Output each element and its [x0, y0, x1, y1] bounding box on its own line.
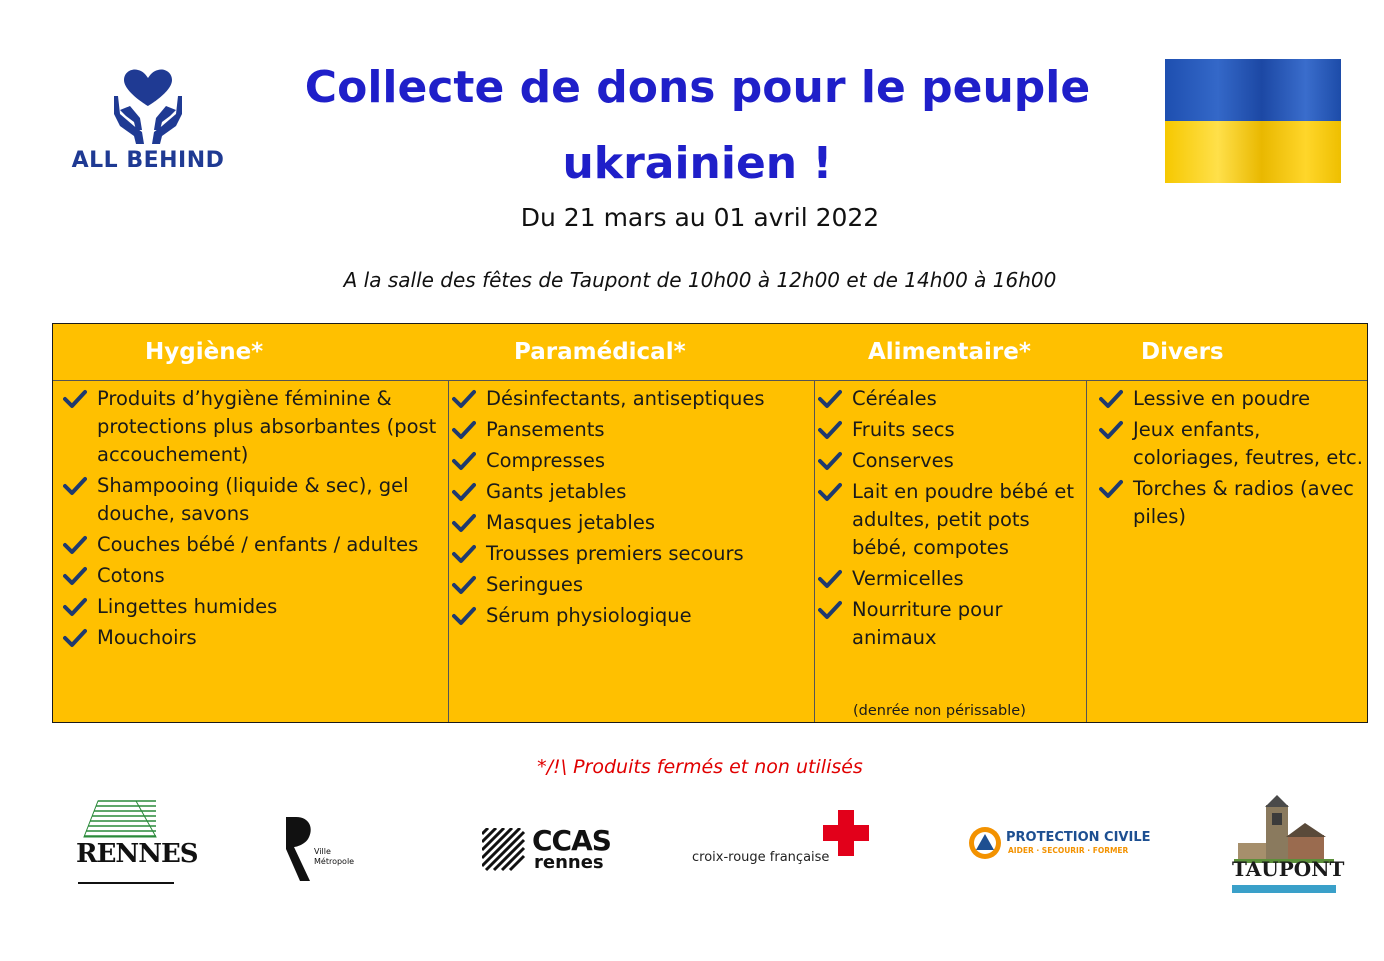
- title-line-1: Collecte de dons pour le peuple: [304, 62, 1091, 113]
- list-item-text: Lessive en poudre: [1133, 387, 1311, 410]
- list-item-text: Céréales: [852, 387, 937, 410]
- list-item: [452, 478, 807, 506]
- list-item-text: Sérum physiologique: [486, 604, 692, 627]
- list-item: [452, 447, 807, 475]
- brand-name: ALL BEHIND: [71, 148, 225, 173]
- checkmark-icon: [452, 602, 476, 630]
- list-item: [1099, 475, 1365, 531]
- protection-civile-icon: [968, 826, 1002, 860]
- checkmark-icon: [63, 624, 87, 652]
- rennes-logo: [76, 797, 198, 887]
- page-title: [290, 50, 1105, 202]
- list-item-text: Torches & radios (avec piles): [1133, 477, 1354, 528]
- list-item: [452, 571, 807, 599]
- list-item-text: Jeux enfants, coloriages, feutres, etc.: [1133, 418, 1363, 469]
- checkmark-icon: [63, 385, 87, 413]
- checkmark-icon: [452, 385, 476, 413]
- column-paramedical: [452, 385, 807, 722]
- checkmark-icon: [452, 478, 476, 506]
- list-item-text: Conserves: [852, 449, 954, 472]
- croix-rouge-logo: [690, 808, 875, 870]
- title-line-2: ukrainien !: [562, 138, 833, 189]
- venue-hours: A la salle des fêtes de Taupont de 10h00 à 12h00 et de 14h00 à 16h00: [343, 268, 1057, 292]
- heart-hands-icon: [108, 66, 188, 146]
- list-item-text: Trousses premiers secours: [486, 542, 744, 565]
- list-item: [63, 562, 438, 590]
- list-item-text: Mouchoirs: [97, 626, 197, 649]
- checkmark-icon: [818, 447, 842, 475]
- croix-rouge-text: croix-rouge française: [692, 850, 830, 865]
- list-item: [1099, 416, 1365, 472]
- list-item: [452, 509, 807, 537]
- ccas-rennes-logo: [482, 824, 612, 874]
- checkmark-icon: [452, 416, 476, 444]
- column-alimentaire: [818, 385, 1083, 722]
- list-item: [452, 540, 807, 568]
- donation-table: [52, 323, 1368, 723]
- header-divider: [53, 380, 1367, 381]
- checkmark-icon: [63, 531, 87, 559]
- list-item: [63, 385, 438, 469]
- column-divers: [1099, 385, 1365, 722]
- list-item: [452, 385, 807, 413]
- checkmark-icon: [452, 509, 476, 537]
- ukraine-flag-image: [1165, 59, 1341, 183]
- header-hygiene: Hygiène*: [145, 339, 264, 365]
- checkmark-icon: [818, 478, 842, 506]
- list-item-text: Masques jetables: [486, 511, 655, 534]
- protection-civile-text: PROTECTION CIVILE: [1006, 830, 1151, 845]
- list-item: [452, 416, 807, 444]
- ville-metropole-text: Ville Métropole: [314, 847, 355, 866]
- list-item-text: Couches bébé / enfants / adultes: [97, 533, 419, 556]
- protection-civile-logo: [968, 824, 1151, 864]
- header-divers: Divers: [1141, 339, 1224, 365]
- checkmark-icon: [818, 416, 842, 444]
- column-divider: [448, 381, 449, 722]
- list-item-text: Fruits secs: [852, 418, 955, 441]
- checkmark-icon: [818, 385, 842, 413]
- list-item: [818, 478, 1083, 562]
- checkmark-icon: [452, 571, 476, 599]
- list-item: [63, 593, 438, 621]
- checkmark-icon: [452, 447, 476, 475]
- header-alimentaire: Alimentaire*: [868, 339, 1031, 365]
- ccas-text: CCAS: [532, 824, 611, 857]
- column-divider: [814, 381, 815, 722]
- checkmark-icon: [1099, 475, 1123, 503]
- taupont-logo: [1232, 795, 1345, 895]
- list-item-text: Vermicelles: [852, 567, 964, 590]
- rennes-logo-text: RENNES: [76, 839, 198, 869]
- list-item-text: Compresses: [486, 449, 605, 472]
- list-item-text: Lait en poudre bébé et adultes, petit pots bébé, compotes: [852, 480, 1075, 559]
- list-item-text: Gants jetables: [486, 480, 627, 503]
- protection-civile-slogan: AIDER · SECOURIR · FORMER: [1008, 846, 1129, 855]
- checkmark-icon: [818, 596, 842, 624]
- list-item: [452, 602, 807, 630]
- list-item: [63, 472, 438, 528]
- checkmark-icon: [452, 540, 476, 568]
- checkmark-icon: [63, 593, 87, 621]
- list-item-text: Cotons: [97, 564, 165, 587]
- list-item-text: Lingettes humides: [97, 595, 278, 618]
- list-item: [63, 624, 438, 652]
- list-item: [818, 416, 1083, 444]
- ville-metropole-logo: [282, 815, 362, 885]
- list-item: [818, 565, 1083, 593]
- column-hygiene: [63, 385, 438, 722]
- list-item-text: Nourriture pour animaux: [852, 598, 1003, 649]
- list-item-text: Produits d’hygiène féminine & protections plus absorbantes (post accouchement): [97, 387, 437, 466]
- list-item: [818, 596, 1083, 652]
- list-item: [1099, 385, 1365, 413]
- list-item: [818, 447, 1083, 475]
- header-paramedical: Paramédical*: [514, 339, 686, 365]
- list-item: [63, 531, 438, 559]
- checkmark-icon: [63, 562, 87, 590]
- date-range: Du 21 mars au 01 avril 2022: [520, 203, 880, 232]
- footnote: */!\ Produits fermés et non utilisés: [537, 756, 863, 778]
- checkmark-icon: [1099, 385, 1123, 413]
- list-item-text: Seringues: [486, 573, 584, 596]
- checkmark-icon: [63, 472, 87, 500]
- checkmark-icon: [818, 565, 842, 593]
- taupont-text: TAUPONT: [1232, 857, 1345, 881]
- list-item-text: Pansements: [486, 418, 605, 441]
- list-item-text: Désinfectants, antiseptiques: [486, 387, 765, 410]
- list-item: [818, 385, 1083, 413]
- list-item-text: Shampooing (liquide & sec), gel douche, savons: [97, 474, 409, 525]
- all-behind-logo: [62, 66, 234, 188]
- alimentaire-note: (denrée non périssable): [853, 703, 1026, 719]
- checkmark-icon: [1099, 416, 1123, 444]
- column-divider: [1086, 381, 1087, 722]
- ccas-rennes-text: rennes: [534, 852, 604, 873]
